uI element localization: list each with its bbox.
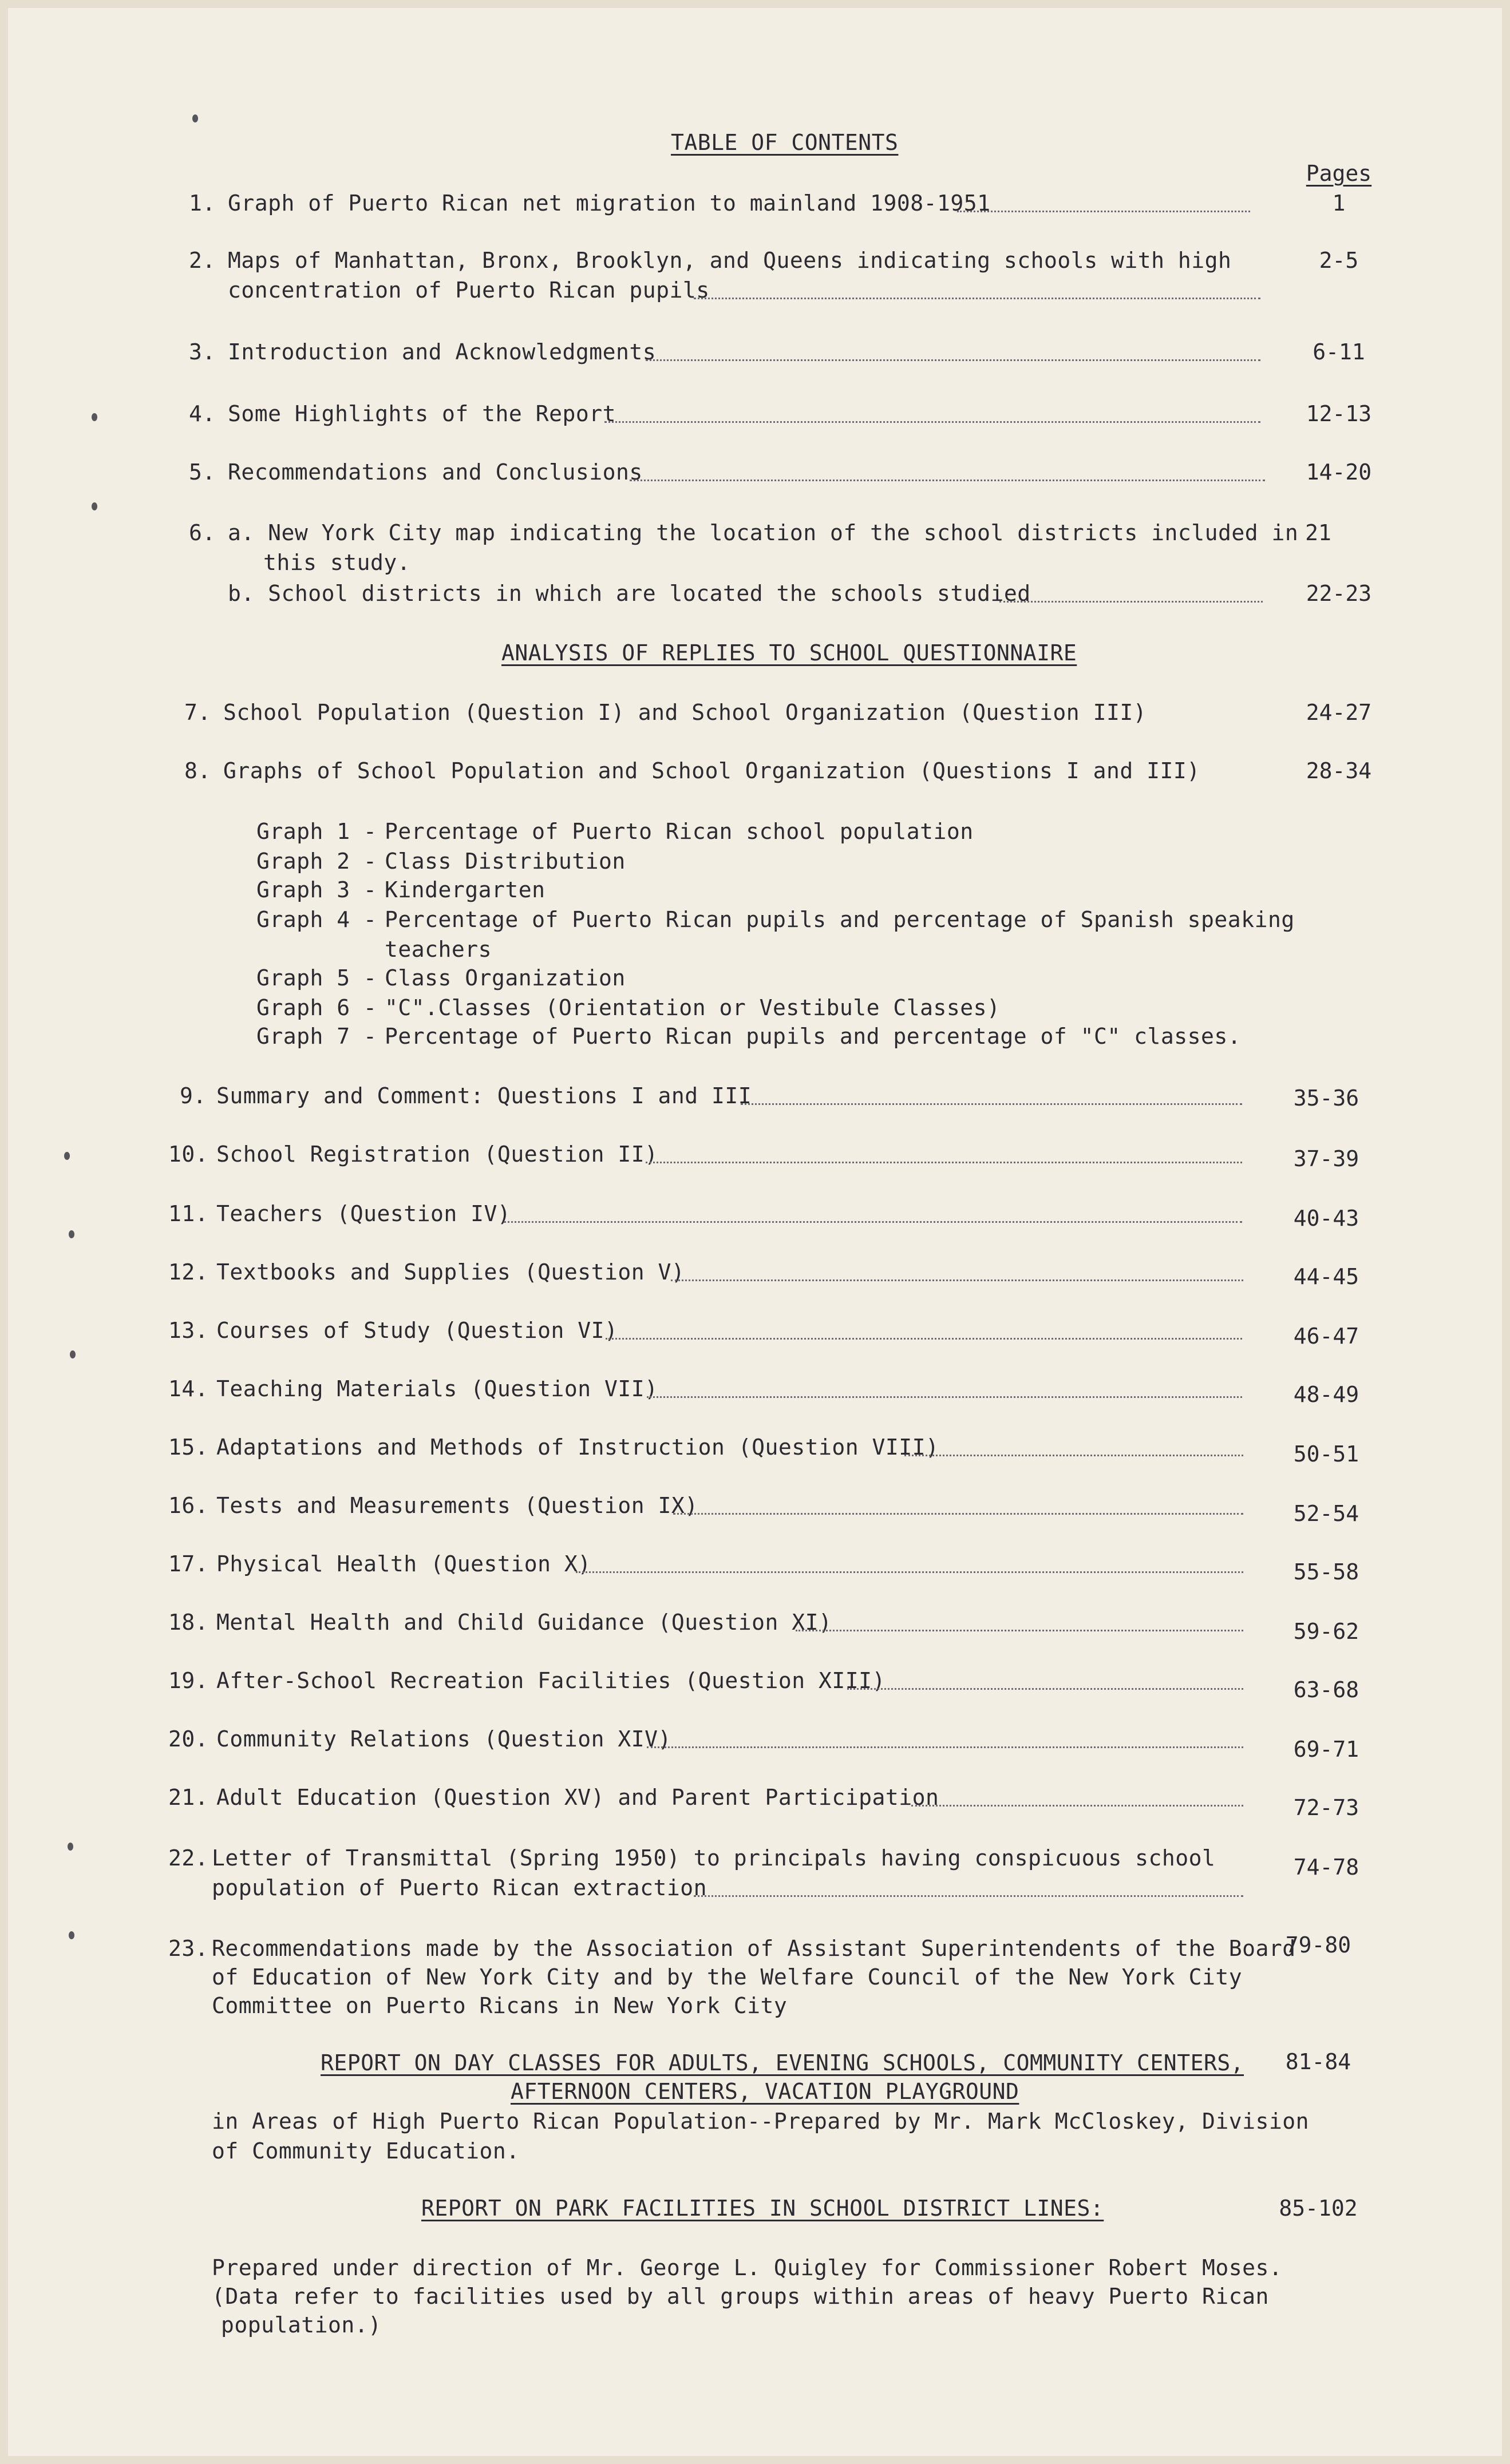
report-title: REPORT ON DAY CLASSES FOR ADULTS, EVENING SCHOOLS, COMMUNITY CENTERS,	[321, 2050, 1244, 2075]
entry-title: Recommendations made by the Association of Assistant Superintendents of the Board	[212, 1936, 1296, 1961]
dot-leader	[796, 1630, 1243, 1631]
dot-leader	[741, 1103, 1242, 1105]
entry-number: 9.	[180, 1083, 207, 1108]
dot-leader	[646, 359, 1260, 361]
report-description: in Areas of High Puerto Rican Population--Prepared by Mr. Mark McCloskey, Division	[212, 2109, 1309, 2134]
graph-title: "C".Classes (Orientation or Vestibule Classes)	[385, 995, 1001, 1020]
graph-label: Graph 7 -	[256, 1024, 377, 1049]
dot-leader	[673, 1513, 1243, 1515]
graph-title-cont: teachers	[385, 937, 492, 962]
entry-number: 5.	[189, 459, 216, 485]
entry-number: 12.	[168, 1259, 209, 1285]
entry-pages: 69-71	[1293, 1737, 1359, 1762]
graph-label: Graph 4 -	[256, 907, 377, 932]
graph-title: Percentage of Puerto Rican pupils and percentage of "C" classes.	[385, 1024, 1242, 1049]
entry-pages: 35-36	[1293, 1086, 1359, 1111]
margin-dot	[69, 1230, 74, 1238]
entry-title: Courses of Study (Question VI)	[216, 1318, 618, 1343]
entry-title: Summary and Comment: Questions I and III	[216, 1083, 752, 1108]
entry-title: Graphs of School Population and School Organization (Questions I and III)	[223, 758, 1200, 783]
entry-pages: 14-20	[1306, 459, 1372, 485]
entry-number: 7.	[184, 700, 211, 725]
entry-number: 20.	[168, 1726, 209, 1752]
entry-number: 21.	[168, 1785, 209, 1810]
dot-leader	[604, 421, 1260, 423]
graph-label: Graph 6 -	[256, 995, 377, 1020]
graph-label: Graph 2 -	[256, 849, 377, 874]
dot-leader	[911, 1805, 1243, 1807]
entry-number: 22.	[168, 1845, 209, 1871]
graph-title: Kindergarten	[385, 877, 546, 902]
entry-title: Graph of Puerto Rican net migration to mainland 1908-1951	[228, 191, 991, 216]
entry-number: 11.	[168, 1201, 209, 1226]
entry-number: 18.	[168, 1610, 209, 1635]
dot-leader	[999, 601, 1263, 603]
page-title: TABLE OF CONTENTS	[671, 130, 899, 155]
entry-pages: 2-5	[1319, 248, 1359, 273]
entry-title: Adaptations and Methods of Instruction (Question VIII)	[216, 1435, 939, 1460]
dot-leader	[647, 1396, 1242, 1398]
dot-leader	[630, 480, 1265, 481]
entry-pages: 21	[1305, 520, 1331, 545]
entry-pages: 22-23	[1306, 581, 1372, 606]
entry-number: 13.	[168, 1318, 209, 1343]
dot-leader	[647, 1746, 1243, 1748]
entry-pages: 24-27	[1306, 700, 1372, 725]
entry-title: Maps of Manhattan, Bronx, Brooklyn, and Queens indicating schools with high	[228, 248, 1232, 273]
entry-pages: 12-13	[1306, 401, 1372, 426]
entry-title-cont: of Education of New York City and by the Welfare Council of the New York City	[212, 1964, 1243, 1990]
entry-pages: 44-45	[1293, 1264, 1359, 1289]
dot-leader	[671, 1279, 1243, 1281]
entry-number: 8.	[184, 758, 211, 783]
dot-leader	[694, 298, 1260, 299]
report-description-cont: population.)	[221, 2312, 382, 2338]
entry-pages: 52-54	[1293, 1501, 1359, 1526]
entry-pages: 48-49	[1293, 1382, 1359, 1407]
margin-dot	[69, 1931, 74, 1939]
graph-title: Class Distribution	[385, 849, 626, 874]
dot-leader	[576, 1571, 1243, 1573]
entry-number: 10.	[168, 1142, 209, 1167]
graph-title: Class Organization	[385, 965, 626, 991]
entry-pages: 79-80	[1285, 1932, 1351, 1958]
graph-label: Graph 3 -	[256, 877, 377, 902]
entry-number: 16.	[168, 1493, 209, 1518]
entry-title: School Population (Question I) and School Organization (Question III)	[223, 700, 1147, 725]
entry-pages: 74-78	[1293, 1855, 1359, 1880]
entry-title: Community Relations (Question XIV)	[216, 1726, 671, 1752]
margin-dot	[92, 413, 97, 421]
entry-title: Textbooks and Supplies (Question V)	[216, 1259, 685, 1285]
entry-number: 23.	[168, 1936, 209, 1961]
entry-number: 17.	[168, 1551, 209, 1576]
entry-title: a. New York City map indicating the location of the school districts included in	[228, 520, 1299, 545]
entry-title: Teachers (Question IV)	[216, 1201, 511, 1226]
entry-title: Physical Health (Question X)	[216, 1551, 591, 1576]
graph-label: Graph 5 -	[256, 965, 377, 991]
section-heading: ANALYSIS OF REPLIES TO SCHOOL QUESTIONNAIRE	[501, 640, 1077, 665]
dot-leader	[646, 1162, 1242, 1163]
dot-leader	[847, 1688, 1243, 1690]
entry-title-cont: population of Puerto Rican extraction	[212, 1875, 707, 1900]
entry-pages: 46-47	[1293, 1324, 1359, 1349]
entry-number: 14.	[168, 1376, 209, 1401]
pages-column-heading: Pages	[1306, 161, 1372, 186]
entry-number: 15.	[168, 1435, 209, 1460]
entry-title-cont: this study.	[263, 550, 411, 575]
graph-title: Percentage of Puerto Rican pupils and percentage of Spanish speaking	[385, 907, 1295, 932]
report-title-cont: AFTERNOON CENTERS, VACATION PLAYGROUND	[511, 2079, 1019, 2104]
entry-pages: 6-11	[1313, 339, 1365, 365]
graph-title: Percentage of Puerto Rican school population	[385, 819, 974, 844]
entry-title: Adult Education (Question XV) and Parent Participation	[216, 1785, 939, 1810]
entry-title: Mental Health and Child Guidance (Question XI)	[216, 1610, 832, 1635]
entry-pages: 28-34	[1306, 758, 1372, 783]
entry-number: 2.	[189, 248, 216, 273]
entry-pages: 81-84	[1285, 2049, 1351, 2074]
entry-title-cont: Committee on Puerto Ricans in New York City	[212, 1993, 788, 2018]
entry-title: Some Highlights of the Report	[228, 401, 616, 426]
report-description-cont: (Data refer to facilities used by all groups within areas of heavy Puerto Rican	[212, 2284, 1269, 2309]
report-description: Prepared under direction of Mr. George L. Quigley for Commissioner Robert Moses.	[212, 2255, 1283, 2280]
entry-number: 19.	[168, 1668, 209, 1693]
entry-pages: 55-58	[1293, 1559, 1359, 1584]
entry-title: Tests and Measurements (Question IX)	[216, 1493, 698, 1518]
entry-title: Letter of Transmittal (Spring 1950) to principals having conspicuous school	[212, 1845, 1216, 1871]
graph-label: Graph 1 -	[256, 819, 377, 844]
entry-title: School Registration (Question II)	[216, 1142, 658, 1167]
report-description-cont: of Community Education.	[212, 2138, 520, 2164]
entry-pages: 40-43	[1293, 1206, 1359, 1231]
entry-title: Recommendations and Conclusions	[228, 459, 643, 485]
entry-pages: 59-62	[1293, 1619, 1359, 1644]
margin-dot	[70, 1350, 76, 1358]
entry-pages: 37-39	[1293, 1146, 1359, 1171]
margin-dot	[92, 502, 97, 510]
entry-pages: 85-102	[1279, 2196, 1358, 2221]
entry-title: After-School Recreation Facilities (Question XIII)	[216, 1668, 886, 1693]
entry-number: 1.	[189, 191, 216, 216]
dot-leader	[904, 1455, 1243, 1456]
entry-pages: 72-73	[1293, 1795, 1359, 1820]
entry-number: 6.	[189, 520, 216, 545]
entry-number: 3.	[189, 339, 216, 365]
entry-number: 4.	[189, 401, 216, 426]
dot-leader	[606, 1338, 1242, 1340]
dot-leader	[957, 211, 1250, 212]
entry-subtitle: b. School districts in which are located the schools studied	[228, 581, 1031, 606]
margin-dot	[192, 114, 198, 122]
dot-leader	[694, 1895, 1243, 1897]
report-title: REPORT ON PARK FACILITIES IN SCHOOL DISTRICT LINES:	[421, 2196, 1104, 2221]
entry-pages: 50-51	[1293, 1441, 1359, 1467]
entry-title: Introduction and Acknowledgments	[228, 339, 657, 365]
margin-dot	[68, 1843, 73, 1851]
entry-pages: 1	[1332, 191, 1346, 216]
entry-title-cont: concentration of Puerto Rican pupils	[228, 278, 710, 303]
entry-pages: 63-68	[1293, 1677, 1359, 1702]
margin-dot	[64, 1152, 70, 1160]
dot-leader	[504, 1221, 1242, 1223]
entry-title: Teaching Materials (Question VII)	[216, 1376, 658, 1401]
